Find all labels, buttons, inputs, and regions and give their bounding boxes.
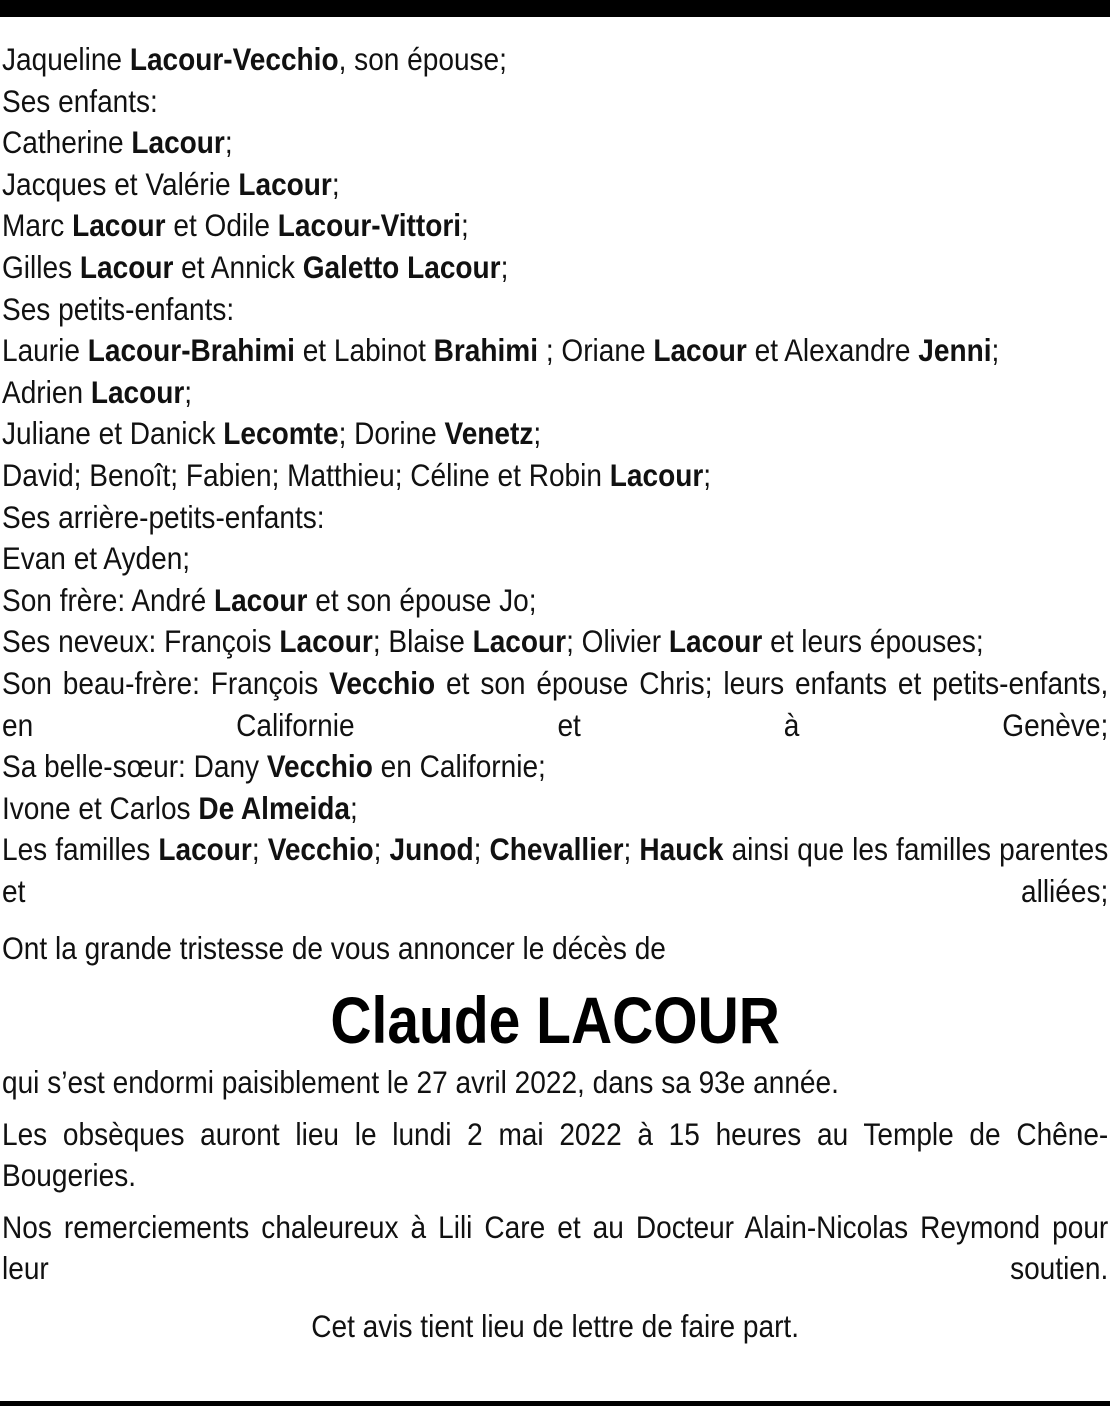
family-name: Lacour [79,248,174,285]
relatives-text: et leurs épouses; [762,623,984,660]
relatives-text: Jacques et Valérie [2,165,239,202]
relatives-text: Jaqueline [2,41,130,77]
relatives-text: Son beau-frère: François [2,664,330,701]
relatives-text: ; Dorine [338,415,445,452]
relatives-text: et Alexandre [746,332,919,369]
thanks-text: Nos remerciements chaleureux à Lili Care et au Docteur Alain-Nicolas Reymond pour leur soutien. [2,1208,1109,1287]
relatives-text: ; [703,456,712,493]
relatives-text: Son frère: André [2,581,214,618]
relatives-text: ; Olivier [566,623,669,660]
family-name: Lacour [668,623,763,660]
family-name: Lacour [131,124,225,161]
relatives-text: ; [461,207,469,244]
family-name: Lacour [90,373,185,410]
family-name: De Almeida [198,789,350,826]
family-name: Vecchio [267,831,374,868]
relatives-line [2,580,1108,622]
closing-text: Cet avis tient lieu de lettre de faire part. [311,1308,800,1345]
relatives-text: ; [184,373,193,410]
family-name: Lacour [158,831,252,868]
family-name: Lacour [609,456,704,493]
relatives-line [2,413,1108,455]
family-name: Lacour [472,623,567,660]
relatives-text: Ses petits-enfants: [2,290,235,327]
top-rule [0,0,1110,17]
relatives-text: ; [224,124,233,161]
relatives-text: et Odile [165,207,278,244]
relatives-text: ainsi que les familles parentes et alliées; [2,831,1109,909]
obituary-notice [2,39,1109,1348]
relatives-list [2,39,1108,912]
relatives-text: ; [533,415,542,452]
relatives-text: Ses enfants: [2,82,158,119]
family-name: Brahimi [433,332,539,369]
relatives-text: et Annick [173,248,303,285]
relatives-line [2,289,1108,331]
relatives-text: Les familles [2,831,159,868]
death-notice-text: qui s’est endormi paisiblement le 27 avril 2022, dans sa 93e année. [2,1064,839,1101]
relatives-line [2,497,1108,539]
family-name: Galetto Lacour [302,248,501,285]
family-name: Lecomte [223,415,339,452]
family-name: Vecchio [266,748,373,785]
relatives-text: Sa belle-sœur: Dany [2,748,267,785]
relatives-line [2,122,1108,164]
family-name: Lacour [279,623,373,660]
family-name: Junod [389,831,474,868]
relatives-line [2,372,1108,414]
relatives-text: ; [500,248,509,285]
relatives-text: Marc [2,207,73,244]
relatives-line [2,164,1108,206]
family-name: Hauck [639,831,724,868]
relatives-line [2,621,1108,663]
relatives-text: Ses neveux: François [2,623,280,660]
relatives-text: David; Benoît; Fabien; Matthieu; Céline et Robin [2,456,610,493]
relatives-text: et son épouse Jo; [307,581,537,618]
relatives-line [2,205,1108,247]
relatives-text: ; [991,332,1000,369]
family-name: Lacour-Brahimi [87,332,295,369]
relatives-text: Adrien [2,373,91,410]
relatives-line [2,746,1108,788]
relatives-text: ; [251,831,268,868]
relatives-text: ; [373,831,390,868]
relatives-line [2,788,1108,830]
relatives-text: Catherine [2,124,132,161]
deceased-name: Claude LACOUR [330,983,780,1058]
relatives-text: , son épouse; [338,41,507,77]
relatives-line [2,39,1108,81]
family-name: Chevallier [489,831,624,868]
relatives-line [2,829,1108,912]
family-name: Jenni [918,332,992,369]
relatives-text: ; Blaise [372,623,473,660]
funeral-text: Les obsèques auront lieu le lundi 2 mai 2022 à 15 heures au Temple de Chêne-Bougeries. [2,1115,1109,1194]
relatives-text: ; [349,789,358,826]
relatives-text: Gilles [2,248,80,285]
family-name: Lacour-Vecchio [129,41,339,77]
relatives-line [2,81,1108,123]
relatives-text: ; Oriane [538,332,654,369]
relatives-line [2,247,1108,289]
family-name: Venetz [444,415,534,452]
announcement-text: Ont la grande tristesse de vous annoncer le décès de [2,930,666,967]
relatives-text: et Labinot [294,332,434,369]
family-name: Lacour [238,165,332,202]
family-name: Vecchio [329,664,436,701]
relatives-text: Evan et Ayden; [2,540,191,577]
relatives-line [2,663,1108,746]
relatives-line [2,538,1108,580]
relatives-text: Ivone et Carlos [2,789,199,826]
relatives-text: en Californie; [372,748,546,785]
family-name: Lacour-Vittori [277,207,462,244]
family-name: Lacour [72,207,166,244]
family-name: Lacour [653,332,747,369]
relatives-text: et son épouse Chris; leurs enfants et petits-enfants, en Californie et à Genève; [2,664,1109,743]
relatives-text: Juliane et Danick [2,415,224,452]
relatives-text: ; [473,831,490,868]
family-name: Lacour [213,581,308,618]
relatives-text: Laurie [2,332,88,369]
relatives-line [2,455,1108,497]
bottom-rule [0,1401,1110,1406]
relatives-line [2,330,1108,372]
relatives-text: ; [623,831,640,868]
relatives-text: ; [331,165,340,202]
relatives-text: Ses arrière-petits-enfants: [2,498,325,535]
